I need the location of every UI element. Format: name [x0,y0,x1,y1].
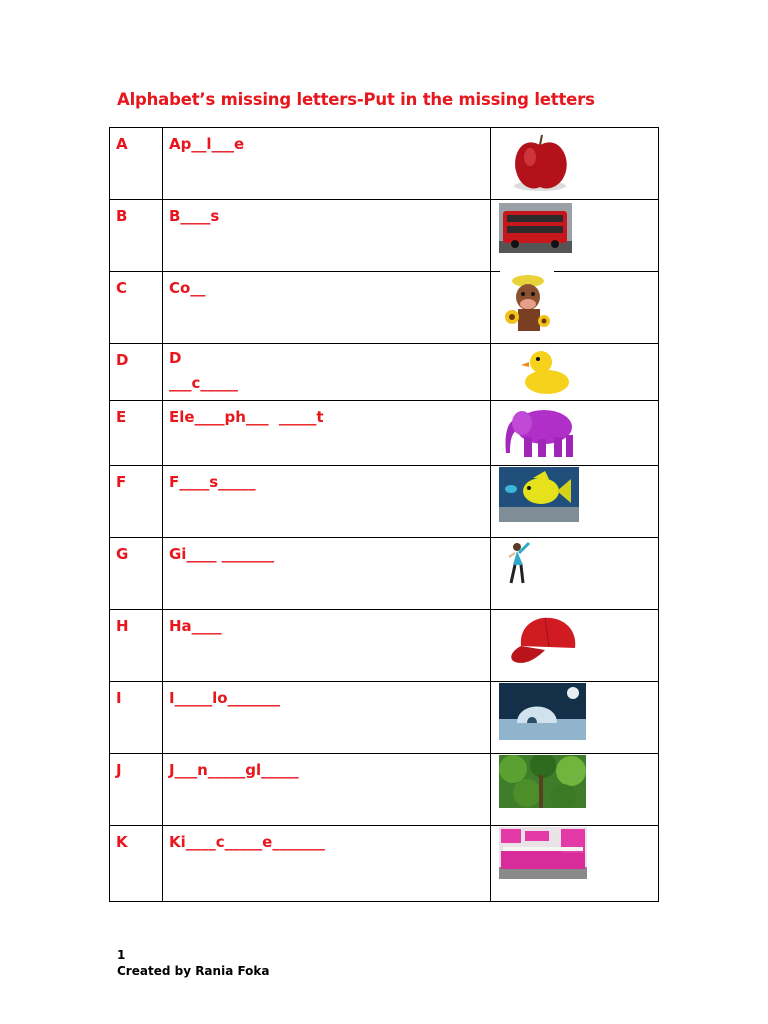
duck-icon [517,346,575,396]
row-letter: K [116,833,128,851]
table-row [110,344,659,401]
row-letter: E [116,408,127,426]
table-row [110,401,659,466]
row-letter: H [116,617,129,635]
table-row [110,826,659,902]
apple-icon [500,131,580,193]
footer-credit: Created by Rania Foka [117,964,270,978]
table-row [110,610,659,682]
row-word: B____s [169,207,220,225]
row-word: Ele____ph___ _____t [169,408,324,426]
kitchen-icon [499,827,587,879]
elephant-icon [500,403,580,461]
table-row [110,466,659,538]
hat-icon [505,612,581,670]
jungle-icon [499,755,586,808]
table-row [110,682,659,754]
row-letter: C [116,279,128,297]
fish-icon [499,467,579,522]
table-row [110,200,659,272]
table-row [110,128,659,200]
row-word: Gi____ _______ [169,545,275,563]
table-row [110,754,659,826]
row-word: F____s_____ [169,473,256,491]
row-letter: J [116,761,122,779]
row-letter: A [116,135,128,153]
table-row [110,538,659,610]
table-row [110,272,659,344]
cow-icon [500,271,554,333]
row-letter: G [116,545,129,563]
bus-icon [499,203,572,253]
girl-icon [503,539,533,589]
row-word: Ki____c_____e_______ [169,833,325,851]
row-letter: I [116,689,122,707]
row-letter: B [116,207,128,225]
igloo-icon [499,683,586,740]
row-letter: F [116,473,127,491]
row-word: I_____lo_______ [169,689,281,707]
row-word: Ha____ [169,617,222,635]
alphabet-table [109,127,659,902]
row-word: Co__ [169,279,206,297]
row-word: D ___c_____ [169,349,238,392]
row-word: Ap__l___e [169,135,245,153]
row-word: J___n_____gl_____ [169,761,299,779]
worksheet-title: Alphabet’s missing letters-Put in the missing letters [117,90,595,109]
page-number: 1 [117,948,126,962]
row-letter: D [116,351,129,369]
